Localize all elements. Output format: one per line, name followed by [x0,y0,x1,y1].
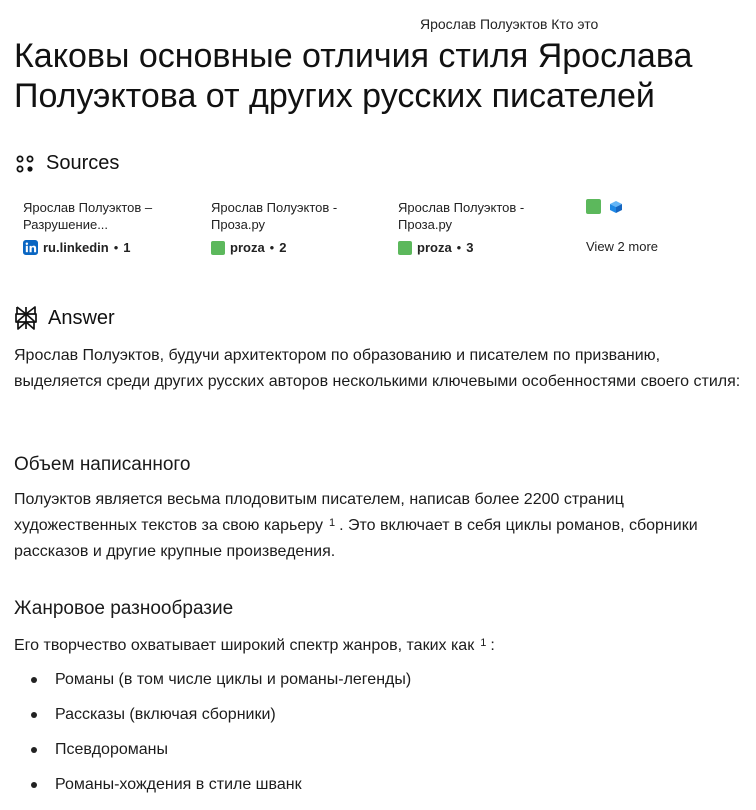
answer-intro: Ярослав Полуэктов, будучи архитектором по образованию и писателем по призванию, выделяется среди других русских авторов несколькими ключевыми особенностями своего стиля: [14,347,741,390]
sources-icon [14,153,36,175]
citation-link[interactable]: 1 [480,637,487,649]
more-sources-icons [586,199,658,214]
source-card-1[interactable] [23,199,193,256]
source-site: proza [417,240,452,255]
linkedin-icon [23,240,38,255]
source-meta [23,239,193,256]
sources-header [14,152,119,175]
sources-heading: Sources [46,152,120,174]
separator-dot: • [113,240,119,255]
separator-dot: • [269,240,275,255]
page-title: Каковы основные отличия стиля Ярослава Полуэктова от других русских писателей [14,37,693,115]
section-heading-genres: Жанровое разнообразие [14,598,234,619]
source-card-3[interactable] [398,199,568,256]
separator-dot: • [456,240,462,255]
perplexity-logo-icon [14,305,38,331]
section-heading-volume: Объем написанного [14,454,191,475]
source-index: 2 [279,240,287,255]
answer-heading: Answer [48,306,115,329]
source-site: proza [230,240,265,255]
list-item: Псевдороманы [14,737,734,772]
source-meta [211,239,381,256]
section-text-volume [14,487,744,565]
list-item: Рассказы (включая сборники) [14,702,734,737]
cube-icon [609,200,623,214]
source-title: Ярослав Полуэктов – Разрушение... [23,200,153,232]
text-segment: . Это включает в себя циклы романов, сборники рассказов и другие крупные произведения. [14,517,698,560]
source-title: Ярослав Полуэктов - Проза.ру [211,200,338,232]
text-segment: Полуэктов является весьма плодовитым писателем, написав более 2200 страниц художественных текстов за свою карьеру [14,491,624,534]
source-site: ru.linkedin [43,240,109,255]
proza-icon [586,199,601,214]
source-index: 3 [466,240,474,255]
previous-query[interactable]: Ярослав Полуэктов Кто это [420,16,599,32]
source-card-2[interactable] [211,199,381,256]
proza-icon [398,241,412,255]
text-segment: Его творчество охватывает широкий спектр жанров, таких как [14,637,475,654]
source-title: Ярослав Полуэктов - Проза.ру [398,200,525,232]
source-meta [398,239,568,256]
section-text-genres [14,633,744,659]
proza-icon [211,241,225,255]
citation-link[interactable]: 1 [328,517,336,529]
answer-header [14,305,115,331]
view-more-label: View 2 more [586,239,659,254]
list-item: Романы-хождения в стиле шванк [14,772,734,807]
view-more-sources-button[interactable] [586,199,658,254]
text-segment: : [490,637,495,654]
list-item: Романы (в том числе циклы и романы-легенды) [14,667,734,702]
genre-list [14,667,734,807]
source-index: 1 [123,240,131,255]
